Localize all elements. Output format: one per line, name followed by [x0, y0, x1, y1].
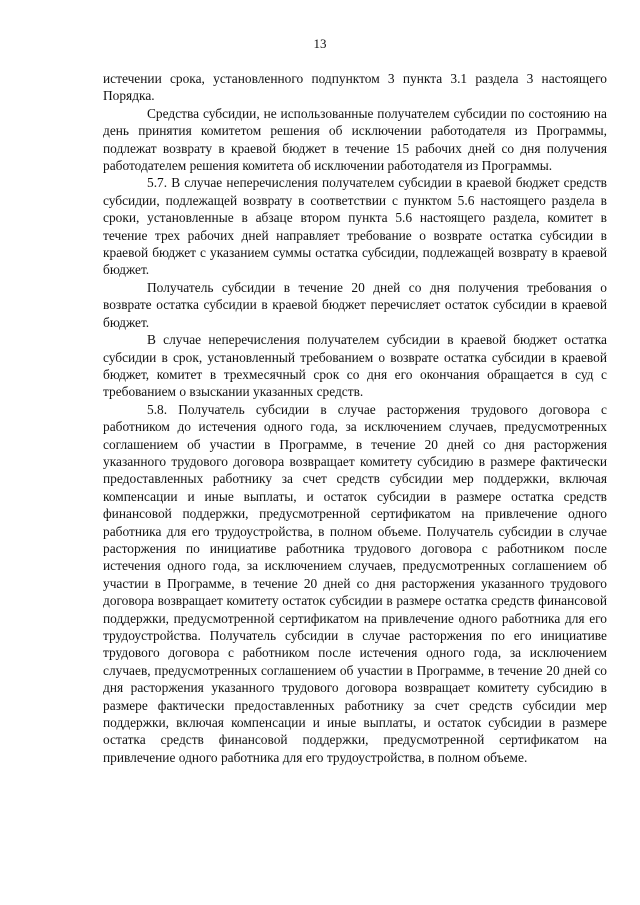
- paragraph: В случае неперечисления получателем субсидии в краевой бюджет остатка субсидии в срок, установленный требованием о возврате остатка субсидии в краевой бюджет, комитет в трехмесячный срок со дня его окончания обращается в суд с требованием о взыскании указанных средств.: [103, 332, 607, 400]
- paragraph-continuation: истечении срока, установленного подпунктом 3 пункта 3.1 раздела 3 настоящего Порядка.: [103, 71, 607, 104]
- paragraph: Получатель субсидии в течение 20 дней со дня получения требования о возврате остатка субсидии в краевой бюджет перечисляет остаток субсидии в краевой бюджет.: [103, 279, 607, 330]
- page-number: 13: [313, 36, 327, 51]
- paragraph-5-8: 5.8. Получатель субсидии в случае расторжения трудового договора с работником до истечения одного года, за исключением случаев, предусмотренных соглашением об участии в Программе, в течение 20 дней со дня расторжения указанного трудового договора возвращает комитету субсидию в размере фактически предоставленных работнику за счет средств субсидии мер поддержки, включая компенсации и иные выплаты, и остаток субсидии в размере остатка средств финансовой поддержки, предусмотренной сертификатом на привлечение одного работника для его трудоустройства, в полном объеме. Получатель субсидии в случае расторжения по инициативе работника трудового договора с работником после истечения одного года, за исключением случаев, предусмотренных соглашением об участии в Программе, в течение 20 дней со дня расторжения указанного трудового договора возвращает комитету остаток субсидии в размере остатка средств финансовой поддержки, предусмотренной сертификатом на привлечение одного работника для его трудоустройства. Получатель субсидии в случае расторжения по его инициативе трудового договора с работником после истечения одного года, за исключением случаев, предусмотренных соглашением об участии в Программе, в течение 20 дней со дня расторжения указанного трудового договора возвращает комитету субсидию в размере фактически предоставленных работнику за счет средств субсидии мер поддержки, включая компенсации и иные выплаты, и остаток субсидии в размере остатка средств финансовой поддержки, предусмотренной сертификатом на привлечение одного работника для его трудоустройства, в полном объеме.: [103, 401, 607, 765]
- document-body: [103, 70, 607, 766]
- paragraph-5-7: 5.7. В случае неперечисления получателем субсидии в краевой бюджет средств субсидии, подлежащей возврату в соответствии с пунктом 5.6 настоящего раздела в сроки, установленные в абзаце втором пункта 5.6 настоящего раздела, комитет в течение трех рабочих дней направляет требование о возврате остатка субсидии в краевой бюджет с указанием суммы остатка субсидии, подлежащей возврату в краевой бюджет.: [103, 175, 607, 278]
- paragraph: Средства субсидии, не использованные получателем субсидии по состоянию на день принятия комитетом решения об исключении работодателя из Программы, подлежат возврату в краевой бюджет в течение 15 рабочих дней со дня получения работодателем решения комитета об исключении работодателя из Программы.: [103, 105, 607, 174]
